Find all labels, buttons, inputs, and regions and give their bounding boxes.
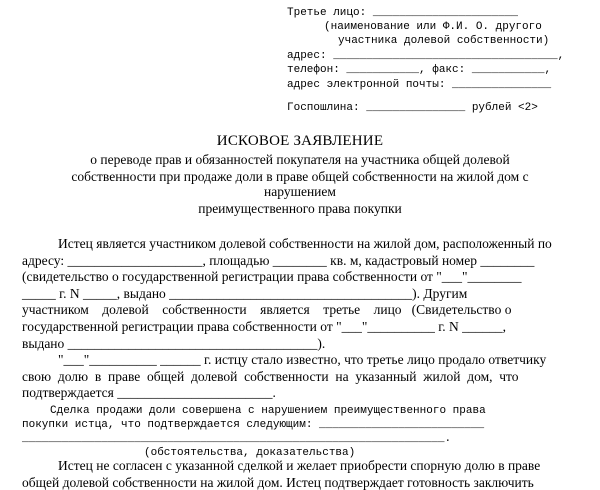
- title-subline-2: собственности при продаже доли в праве общей собственности на жилой дом с: [71, 169, 529, 184]
- state-fee-line: Госпошлина: _______________ рублей <2>: [287, 102, 538, 114]
- third-party-line: Третье лицо: ______________________: [287, 7, 519, 19]
- body-line: общей долевой собственности на жилой дом. Истец подтверждает готовность заключить: [22, 475, 534, 490]
- title-subline-3: нарушением: [264, 184, 336, 199]
- body-line: свою долю в праве общей долевой собственности на указанный жилой дом, что: [22, 369, 519, 384]
- address-line: адрес: __________________________________,: [287, 50, 565, 62]
- title-subline-1: о переводе прав и обязанностей покупателя на участника общей долевой: [90, 152, 510, 167]
- document-title: ИСКОВОЕ ЗАЯВЛЕНИЕ: [216, 133, 384, 149]
- email-line: адрес электронной почты: _______________: [287, 79, 552, 91]
- phone-fax-line: телефон: ___________, факс: ___________,: [287, 64, 552, 76]
- body-line: Истец является участником долевой собственности на жилой дом, расположенный по: [58, 236, 552, 251]
- body-line: участником долевой собственности является третье лицо (Свидетельство о: [22, 302, 512, 317]
- third-party-note-1: (наименование или Ф.И. О. другого: [324, 21, 542, 33]
- body-line: (свидетельство о государственной регистрации права собственности от "___"________: [22, 269, 522, 284]
- body-line-mono: ________________________________________________________________.: [22, 433, 452, 445]
- body-line: Истец не согласен с указанной сделкой и желает приобрести спорную долю в праве: [58, 458, 541, 473]
- title-subline-4: преимущественного права покупки: [198, 201, 402, 216]
- body-line-mono: Сделка продажи доли совершена с нарушением преимущественного права: [50, 405, 486, 417]
- body-note: (обстоятельства, доказательства): [144, 447, 356, 459]
- body-line-mono: покупки истца, что подтверждается следующим: _________________________: [22, 419, 485, 431]
- body-line: адресу: ____________________, площадью ________ кв. м, кадастровый номер ________: [22, 253, 535, 268]
- body-line: "___"__________ ______ г. истцу стало известно, что третье лицо продало ответчику: [58, 352, 547, 367]
- body-line: выдано _____________________________________).: [22, 336, 326, 351]
- body-line: _____ г. N _____, выдано ____________________________________). Другим: [22, 286, 468, 301]
- body-line: государственной регистрации права собственности от "___"__________ г. N ______,: [22, 319, 507, 334]
- body-line: подтверждается _______________________.: [22, 385, 276, 400]
- third-party-note-2: участника долевой собственности): [338, 35, 550, 47]
